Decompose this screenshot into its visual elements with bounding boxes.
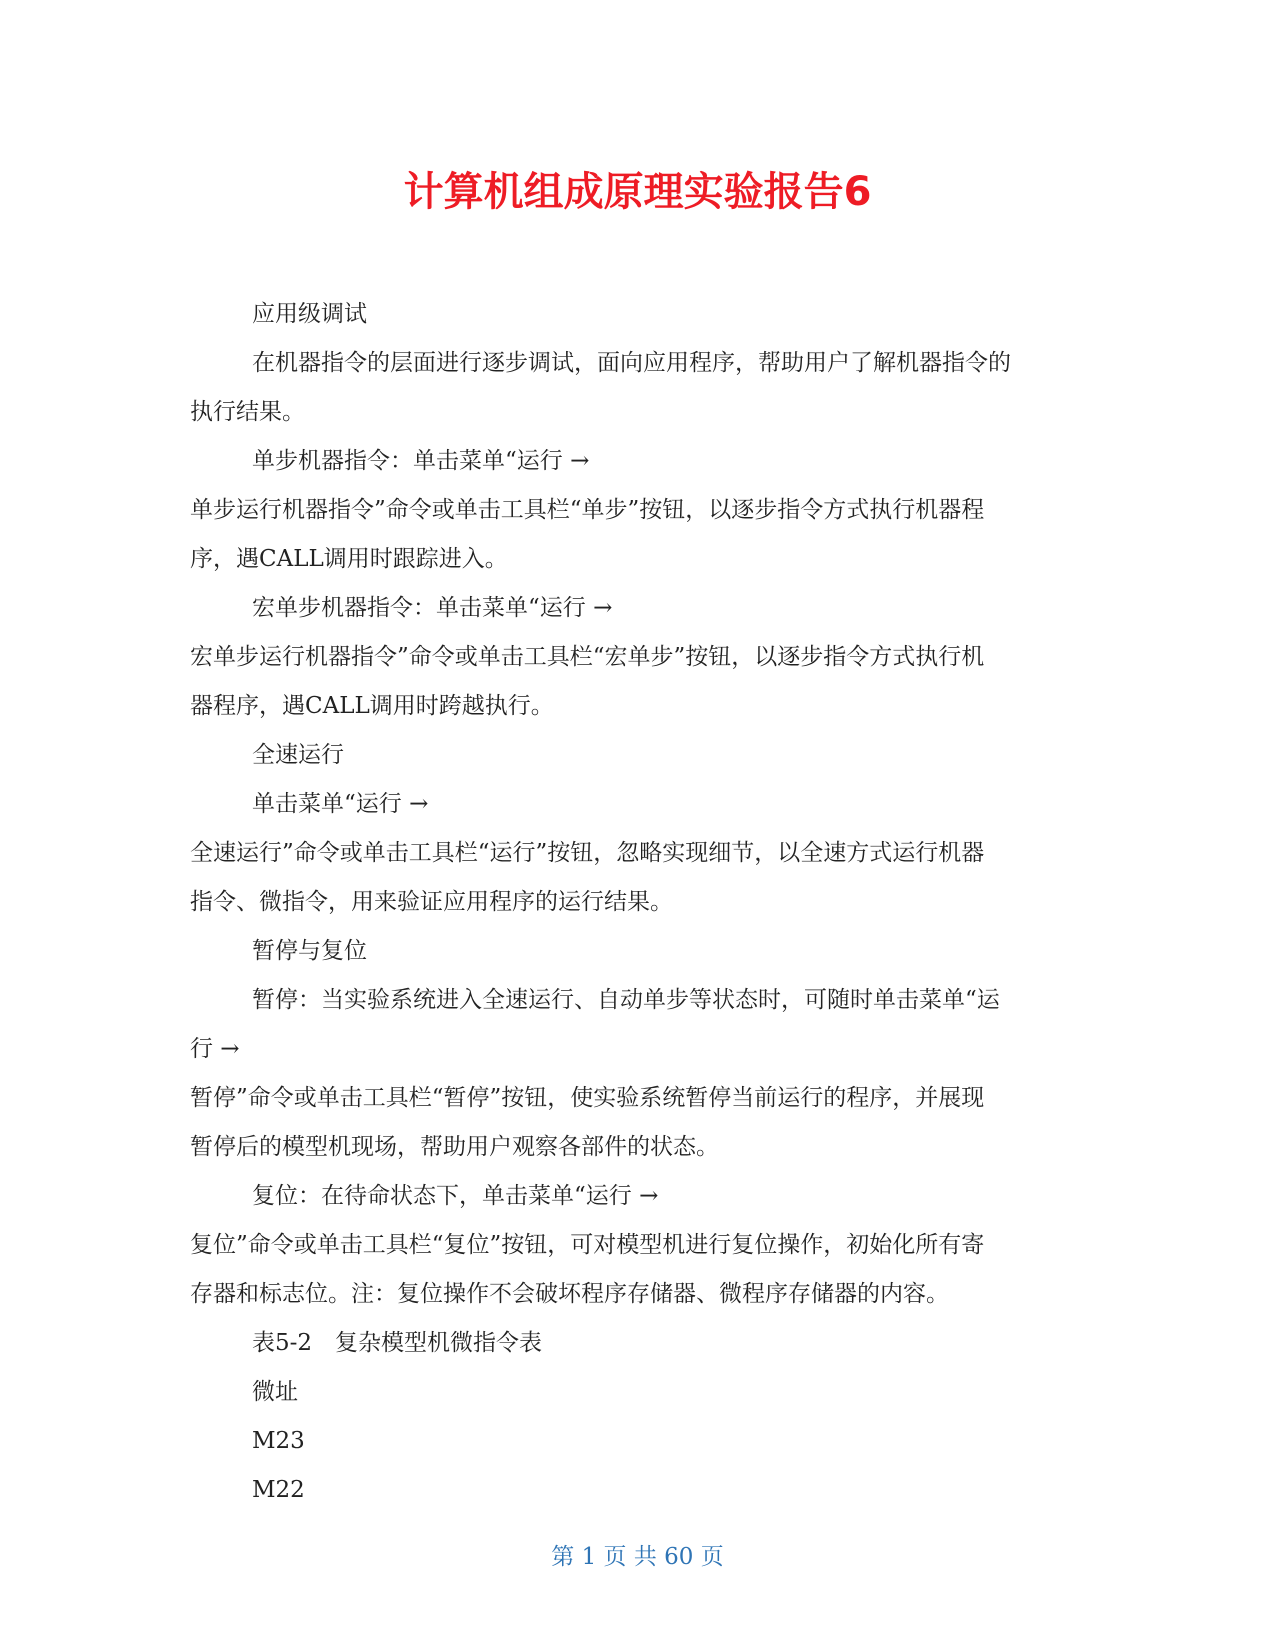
- line-5: 单步运行机器指令”命令或单击工具栏“单步”按钮，以逐步指令方式执行机器程: [190, 497, 985, 523]
- line-25: M22: [252, 1477, 305, 1503]
- line-9: 器程序，遇CALL调用时跨越执行。: [190, 693, 554, 719]
- line-3: 执行结果。: [190, 399, 305, 425]
- line-20: 复位”命令或单击工具栏“复位”按钮，可对模型机进行复位操作，初始化所有寄: [190, 1232, 985, 1258]
- line-19: 复位：在待命状态下，单击菜单“运行 →: [252, 1183, 659, 1209]
- line-2: 在机器指令的层面进行逐步调试，面向应用程序，帮助用户了解机器指令的: [252, 350, 1011, 376]
- document-body: [190, 290, 1095, 1515]
- line-21: 存器和标志位。注：复位操作不会破坏程序存储器、微程序存储器的内容。: [190, 1281, 949, 1307]
- line-17: 暂停”命令或单击工具栏“暂停”按钮，使实验系统暂停当前运行的程序，并展现: [190, 1085, 985, 1111]
- line-7: 宏单步机器指令：单击菜单“运行 →: [252, 595, 613, 621]
- page-footer: 第 1 页 共 60 页: [551, 1544, 724, 1570]
- line-12: 全速运行”命令或单击工具栏“运行”按钮，忽略实现细节，以全速方式运行机器: [190, 840, 985, 866]
- line-13: 指令、微指令，用来验证应用程序的运行结果。: [190, 889, 673, 915]
- line-4: 单步机器指令：单击菜单“运行 →: [252, 448, 590, 474]
- line-14: 暂停与复位: [252, 938, 367, 964]
- line-10: 全速运行: [252, 742, 344, 768]
- line-24: M23: [252, 1428, 305, 1454]
- table-caption: 表5-2 复杂模型机微指令表: [252, 1330, 543, 1356]
- line-16: 行 →: [190, 1036, 240, 1062]
- line-8: 宏单步运行机器指令”命令或单击工具栏“宏单步”按钮，以逐步指令方式执行机: [190, 644, 985, 670]
- line-18: 暂停后的模型机现场，帮助用户观察各部件的状态。: [190, 1134, 719, 1160]
- document-title: 计算机组成原理实验报告6: [403, 169, 872, 215]
- line-23: 微址: [252, 1379, 298, 1405]
- line-6: 序，遇CALL调用时跟踪进入。: [190, 546, 508, 572]
- line-11: 单击菜单“运行 →: [252, 791, 429, 817]
- line-1: 应用级调试: [252, 301, 367, 327]
- line-15: 暂停：当实验系统进入全速运行、自动单步等状态时，可随时单击菜单“运: [252, 987, 1000, 1013]
